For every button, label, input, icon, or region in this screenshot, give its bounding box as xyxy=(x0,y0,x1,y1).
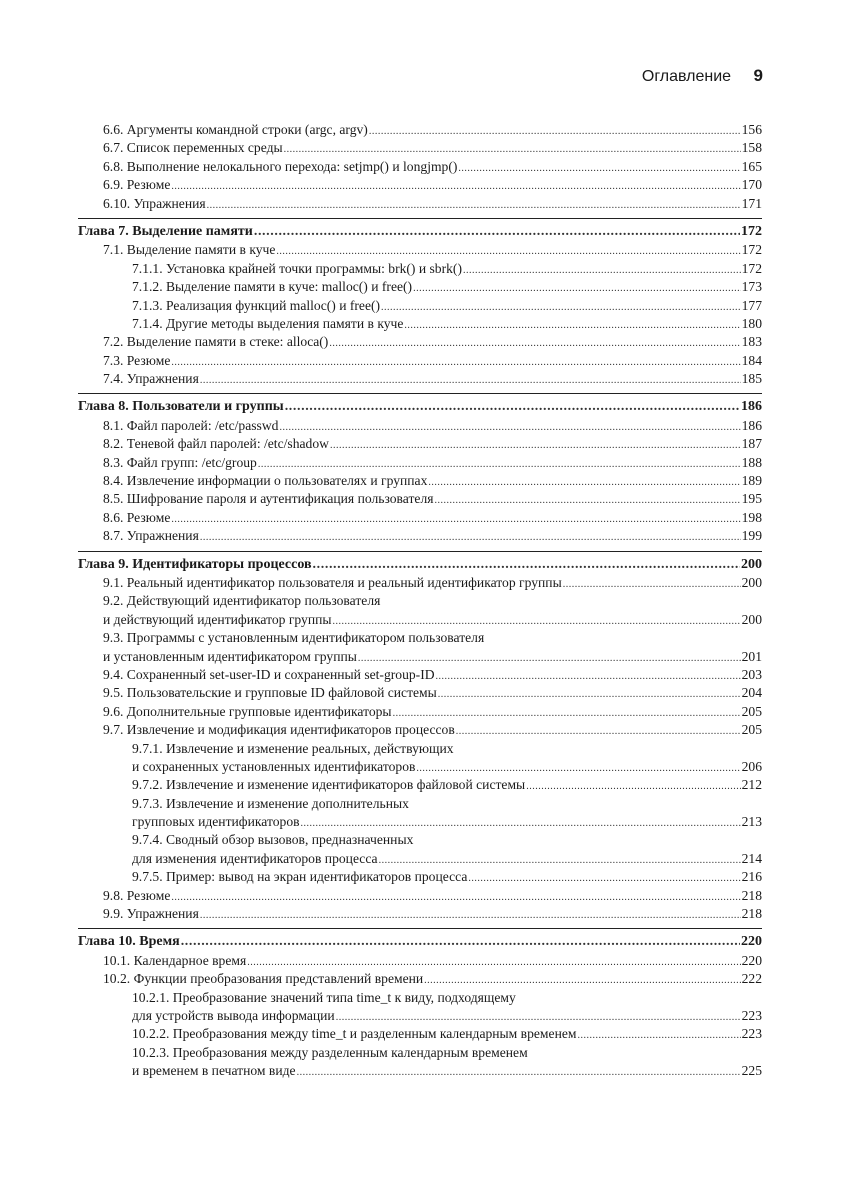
toc-entry-text: 7.3. Резюме xyxy=(103,352,171,368)
toc-entry-page: 170 xyxy=(741,177,762,193)
toc-entry-page: 200 xyxy=(741,574,762,590)
toc-entry-page: 223 xyxy=(741,1007,762,1023)
toc-chapter-9[interactable] xyxy=(78,556,762,574)
dot-leader xyxy=(468,870,740,888)
dot-leader xyxy=(254,223,740,241)
toc-entry-page: 188 xyxy=(741,454,762,470)
toc-entry-text: 8.2. Теневой файл паролей: /etc/shadow xyxy=(103,436,329,452)
toc-entry-page: 158 xyxy=(741,140,762,156)
toc-entry-6-8[interactable] xyxy=(78,158,762,176)
toc-entry-text: для изменения идентификаторов процесса xyxy=(132,850,378,866)
toc-entry-text: и сохраненных установленных идентификаторов xyxy=(132,758,416,774)
toc-entry-7-1-2[interactable] xyxy=(78,278,762,296)
toc-entry-7-4[interactable] xyxy=(78,370,762,388)
toc-entry-page: 195 xyxy=(741,491,762,507)
toc-entry-text: 6.10. Упражнения xyxy=(103,195,206,211)
toc-entry-text: и временем в печатном виде xyxy=(132,1063,296,1079)
dot-leader xyxy=(171,511,740,529)
toc-entry-page: 198 xyxy=(741,509,762,525)
toc-entry-text: 8.3. Файл групп: /etc/group xyxy=(103,454,257,470)
dot-leader xyxy=(200,529,741,547)
dot-leader xyxy=(458,160,740,178)
dot-leader xyxy=(171,889,740,907)
toc-entry-page: 165 xyxy=(741,158,762,174)
toc-entry-text: 9.7.5. Пример: вывод на экран идентификаторов процесса xyxy=(132,869,468,885)
chapter-title: Глава 8. Пользователи и группы xyxy=(78,399,284,415)
toc-entry-text: 7.1. Выделение памяти в куче xyxy=(103,242,276,258)
toc-entry-page: 212 xyxy=(741,777,762,793)
dot-leader xyxy=(428,474,740,492)
toc-entry-9-4[interactable] xyxy=(78,666,762,684)
toc-entry-7-1[interactable] xyxy=(78,241,762,259)
toc-entry-text: 9.7. Извлечение и модификация идентификаторов процессов xyxy=(103,722,455,738)
dot-leader xyxy=(200,907,741,925)
toc-entry-text: 10.1. Календарное время xyxy=(103,952,247,968)
toc-entry-7-1-1[interactable] xyxy=(78,260,762,278)
dot-leader xyxy=(463,262,741,280)
toc-entry-text: 8.6. Резюме xyxy=(103,509,171,525)
toc-entry-text: 10.2. Функции преобразования представлений времени xyxy=(103,971,424,987)
toc-entry-page: 223 xyxy=(741,1026,762,1042)
toc-entry-9-7-3-line1[interactable]: 9.7.3. Извлечение и изменение дополнительных xyxy=(132,795,409,811)
toc-entry-9-7-2[interactable] xyxy=(78,776,762,794)
toc-entry-text: 8.1. Файл паролей: /etc/passwd xyxy=(103,417,279,433)
toc-entry-page: 205 xyxy=(741,703,762,719)
toc-entry-text: 9.7.2. Извлечение и изменение идентификаторов файловой системы xyxy=(132,777,526,793)
toc-entry-text: групповых идентификаторов xyxy=(132,814,300,830)
toc-entry-page: 218 xyxy=(741,906,762,922)
toc-entry-text: 7.1.2. Выделение памяти в куче: malloc() и free() xyxy=(132,279,413,295)
toc-entry-text: для устройств вывода информации xyxy=(132,1007,335,1023)
dot-leader xyxy=(456,723,741,741)
toc-entry-page: 183 xyxy=(741,334,762,350)
toc-entry-page: 189 xyxy=(741,473,762,489)
chapter-divider xyxy=(78,393,762,394)
toc-entry-text: 7.1.1. Установка крайней точки программы: brk() и sbrk() xyxy=(132,260,462,276)
chapter-page: 186 xyxy=(741,399,762,415)
chapter-title: Глава 7. Выделение памяти xyxy=(78,223,253,239)
toc-entry-7-2[interactable] xyxy=(78,333,762,351)
toc-entry-page: 216 xyxy=(741,869,762,885)
dot-leader xyxy=(171,178,740,196)
toc-entry-text: 6.7. Список переменных среды xyxy=(103,140,283,156)
toc-entry-text: 7.4. Упражнения xyxy=(103,371,199,387)
toc-entry-text: 9.8. Резюме xyxy=(103,887,171,903)
toc-entry-8-7[interactable] xyxy=(78,527,762,545)
running-header xyxy=(642,66,763,86)
toc-entry-9-7-4[interactable] xyxy=(78,850,762,868)
toc-entry-8-5[interactable] xyxy=(78,490,762,508)
chapter-page: 172 xyxy=(741,223,762,239)
dot-leader xyxy=(207,197,741,215)
toc-entry-text: 9.5. Пользовательские и групповые ID файловой системы xyxy=(103,685,437,701)
chapter-title: Глава 10. Время xyxy=(78,934,180,950)
dot-leader xyxy=(381,299,741,317)
toc-entry-text: 6.8. Выполнение нелокального перехода: setjmp() и longjmp() xyxy=(103,158,458,174)
toc-entry-9-7[interactable] xyxy=(78,721,762,739)
toc-entry-6-7[interactable] xyxy=(78,139,762,157)
toc-entry-7-1-3[interactable] xyxy=(78,297,762,315)
toc-entry-10-2-3-line1[interactable]: 10.2.3. Преобразования между разделенным календарным временем xyxy=(132,1044,528,1060)
toc-entry-9-6[interactable] xyxy=(78,703,762,721)
toc-entry-text: 8.4. Извлечение информации о пользователях и группах xyxy=(103,473,428,489)
toc-entry-text: и действующий идентификатор группы xyxy=(103,611,332,627)
table-of-contents xyxy=(78,121,762,1081)
toc-entry-page: 204 xyxy=(741,685,762,701)
toc-entry-9-8[interactable] xyxy=(78,887,762,905)
toc-entry-page: 186 xyxy=(741,417,762,433)
toc-entry-8-3[interactable] xyxy=(78,454,762,472)
toc-entry-page: 180 xyxy=(741,315,762,331)
toc-entry-10-2-1-line1[interactable]: 10.2.1. Преобразование значений типа time_t к виду, подходящему xyxy=(132,989,516,1005)
toc-entry-page: 205 xyxy=(741,722,762,738)
toc-entry-text: 8.5. Шифрование пароля и аутентификация пользователя xyxy=(103,491,434,507)
toc-entry-page: 203 xyxy=(741,666,762,682)
chapter-page: 220 xyxy=(741,934,762,950)
toc-entry-page: 171 xyxy=(741,195,762,211)
toc-entry-9-7-4-line1[interactable]: 9.7.4. Сводный обзор вызовов, предназначенных xyxy=(132,832,414,848)
dot-leader xyxy=(297,1064,741,1082)
toc-entry-page: 184 xyxy=(741,352,762,368)
toc-entry-page: 172 xyxy=(741,260,762,276)
toc-entry-text: 10.2.2. Преобразования между time_t и разделенным календарным временем xyxy=(132,1026,577,1042)
toc-entry-page: 220 xyxy=(741,952,762,968)
toc-entry-10-2[interactable] xyxy=(78,970,762,988)
toc-entry-page: 187 xyxy=(741,436,762,452)
dot-leader xyxy=(563,576,741,594)
dot-leader xyxy=(313,556,740,574)
toc-entry-9-7-3[interactable] xyxy=(78,813,762,831)
toc-entry-page: 201 xyxy=(741,648,762,664)
dot-leader xyxy=(330,437,741,455)
toc-entry-7-3[interactable] xyxy=(78,352,762,370)
toc-entry-page: 213 xyxy=(741,814,762,830)
toc-entry-page: 225 xyxy=(741,1063,762,1079)
dot-leader xyxy=(200,372,741,390)
toc-entry-10-2-3[interactable] xyxy=(78,1062,762,1080)
toc-entry-text: 7.1.4. Другие методы выделения памяти в куче xyxy=(132,315,404,331)
toc-entry-8-2[interactable] xyxy=(78,435,762,453)
dot-leader xyxy=(424,972,740,990)
toc-entry-9-3[interactable] xyxy=(78,648,762,666)
dot-leader xyxy=(434,492,740,510)
toc-entry-9-1[interactable] xyxy=(78,574,762,592)
toc-entry-text: 7.2. Выделение памяти в стеке: alloca() xyxy=(103,334,329,350)
toc-entry-text: 6.6. Аргументы командной строки (argc, argv) xyxy=(103,122,368,137)
toc-entry-8-1[interactable] xyxy=(78,417,762,435)
toc-entry-page: 199 xyxy=(741,528,762,544)
toc-entry-text: 9.9. Упражнения xyxy=(103,906,199,922)
toc-entry-text: 9.6. Дополнительные групповые идентификаторы xyxy=(103,703,392,719)
toc-entry-8-6[interactable] xyxy=(78,509,762,527)
toc-entry-9-2-line1[interactable]: 9.2. Действующий идентификатор пользователя xyxy=(103,593,381,609)
dot-leader xyxy=(279,419,740,437)
toc-entry-page: 206 xyxy=(741,758,762,774)
toc-entry-text: 9.4. Сохраненный set-user-ID и сохраненный set-group-ID xyxy=(103,666,435,682)
dot-leader xyxy=(526,778,740,796)
toc-entry-10-2-1[interactable] xyxy=(78,1007,762,1025)
page-number: 9 xyxy=(753,66,763,85)
toc-entry-9-7-5[interactable] xyxy=(78,868,762,886)
toc-entry-9-2[interactable] xyxy=(78,611,762,629)
toc-entry-page: 172 xyxy=(741,242,762,258)
toc-entry-8-4[interactable] xyxy=(78,472,762,490)
chapter-divider xyxy=(78,551,762,552)
chapter-page: 200 xyxy=(741,556,762,572)
chapter-divider xyxy=(78,928,762,929)
toc-entry-10-2-2[interactable] xyxy=(78,1025,762,1043)
toc-entry-6-10[interactable] xyxy=(78,195,762,213)
toc-chapter-8[interactable] xyxy=(78,398,762,416)
dot-leader xyxy=(413,280,741,298)
chapter-title: Глава 9. Идентификаторы процессов xyxy=(78,556,312,572)
dot-leader xyxy=(438,686,741,704)
dot-leader xyxy=(369,123,741,141)
toc-entry-page: 177 xyxy=(741,297,762,313)
toc-entry-page: 200 xyxy=(741,611,762,627)
toc-entry-page: 214 xyxy=(741,850,762,866)
toc-entry-9-5[interactable] xyxy=(78,684,762,702)
toc-chapter-7[interactable] xyxy=(78,223,762,241)
toc-entry-text: 8.7. Упражнения xyxy=(103,528,199,544)
dot-leader xyxy=(329,335,740,353)
dot-leader xyxy=(436,668,741,686)
dot-leader xyxy=(404,317,740,335)
toc-entry-9-7-1[interactable] xyxy=(78,758,762,776)
toc-entry-9-7-1-line1[interactable]: 9.7.1. Извлечение и изменение реальных, действующих xyxy=(132,740,454,756)
chapter-divider xyxy=(78,218,762,219)
dot-leader xyxy=(181,933,740,951)
toc-entry-6-9[interactable] xyxy=(78,176,762,194)
toc-entry-page: 218 xyxy=(741,887,762,903)
toc-chapter-10[interactable] xyxy=(78,933,762,951)
toc-entry-page: 156 xyxy=(741,122,762,137)
toc-entry-text: и установленным идентификатором группы xyxy=(103,648,357,664)
toc-entry-text: 6.9. Резюме xyxy=(103,177,171,193)
toc-entry-6-6[interactable] xyxy=(78,121,762,139)
toc-entry-page: 185 xyxy=(741,371,762,387)
dot-leader xyxy=(577,1027,740,1045)
dot-leader xyxy=(285,398,740,416)
toc-entry-text: 7.1.3. Реализация функций malloc() и free() xyxy=(132,297,381,313)
toc-entry-7-1-4[interactable] xyxy=(78,315,762,333)
running-header-title: Оглавление xyxy=(641,68,732,85)
toc-entry-page: 173 xyxy=(741,279,762,295)
toc-entry-9-9[interactable] xyxy=(78,905,762,923)
dot-leader xyxy=(171,354,740,372)
toc-entry-9-3-line1[interactable]: 9.3. Программы с установленным идентификатором пользователя xyxy=(103,630,485,646)
toc-entry-text: 9.1. Реальный идентификатор пользователя и реальный идентификатор группы xyxy=(103,574,562,590)
toc-entry-10-1[interactable] xyxy=(78,952,762,970)
toc-entry-page: 222 xyxy=(741,971,762,987)
